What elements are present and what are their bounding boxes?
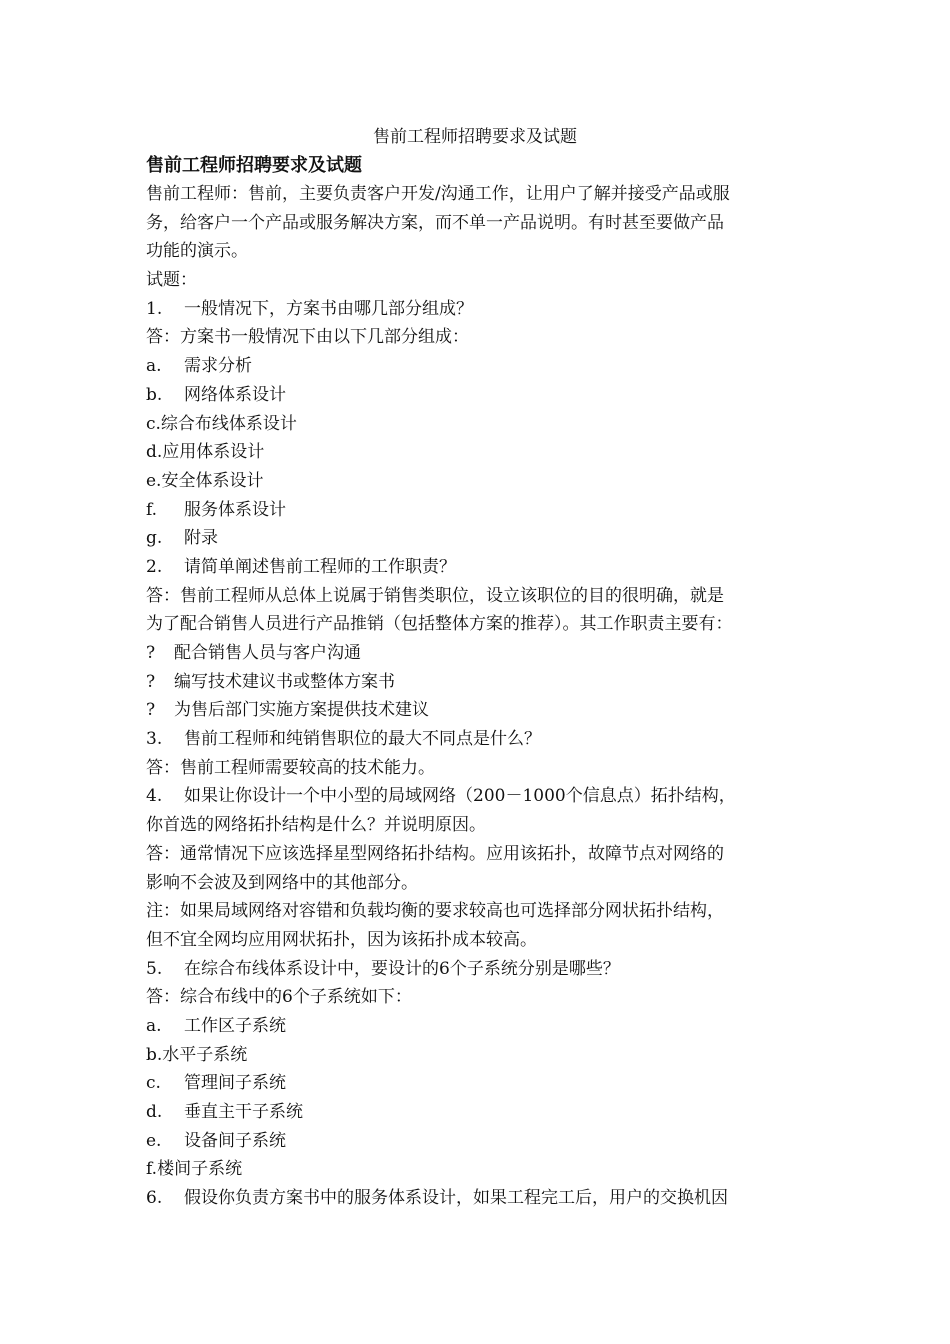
list-marker: a. [146,1015,162,1036]
line-text: 为了配合销售人员进行产品推销（包括整体方案的推荐）。其工作职责主要有： [146,614,733,635]
line-text: 一般情况下，方案书由哪几部分组成？ [184,298,473,319]
text-line [146,524,810,553]
text-line [146,1155,810,1184]
text-line [146,840,810,869]
text-line [146,754,810,783]
line-text: 附录 [184,528,218,549]
line-text: 请简单阐述售前工程师的工作职责？ [184,556,456,577]
line-text: 答：通常情况下应该选择星型网络拓扑结构。应用该拓扑，故障节点对网络的 [146,843,724,864]
line-text: 假设你负责方案书中的服务体系设计，如果工程完工后，用户的交换机因 [184,1188,728,1209]
text-line [146,1127,810,1156]
text-line [146,237,810,266]
line-text: 如果让你设计一个中小型的局域网络（200－1000个信息点）拓扑结构， [184,786,736,807]
list-marker: a. [146,356,162,377]
text-line [146,410,810,439]
line-text: d.应用体系设计 [146,442,265,463]
text-line [146,639,810,668]
list-marker: 6. [146,1188,163,1209]
section-heading: 售前工程师招聘要求及试题 [146,155,362,176]
text-line [146,983,810,1012]
text-line [146,1184,810,1213]
text-line [146,782,810,811]
line-text: b.水平子系统 [146,1044,248,1065]
line-text: 答：售前工程师从总体上说属于销售类职位，设立该职位的目的很明确，就是 [146,585,724,606]
text-line [146,955,810,984]
text-line [146,1041,810,1070]
line-text: 服务体系设计 [184,499,286,520]
bullet-marker: ? [146,700,156,721]
line-text: 务，给客户一个产品或服务解决方案，而不单一产品说明。有时甚至要做产品 [146,212,724,233]
text-line [146,725,810,754]
line-text: 试题： [146,270,197,291]
list-marker: g. [146,528,163,549]
line-text: f.楼间子系统 [146,1159,243,1180]
line-text: 售前工程师和纯销售职位的最大不同点是什么？ [184,729,541,750]
text-line [146,180,810,209]
bullet-marker: ? [146,671,156,692]
text-line [146,610,810,639]
line-text: 售前工程师：售前，主要负责客户开发/沟通工作，让用户了解并接受产品或服 [146,184,730,204]
line-text: 编写技术建议书或整体方案书 [174,671,395,692]
line-text: 工作区子系统 [184,1015,286,1036]
text-lines [146,180,810,1213]
text-line [146,295,810,324]
text-line [146,811,810,840]
line-text: e.安全体系设计 [146,470,264,491]
line-text: 注：如果局域网络对容错和负载均衡的要求较高也可选择部分网状拓扑结构， [146,901,724,922]
list-marker: c. [146,1073,161,1094]
list-marker: d. [146,1102,163,1122]
line-text: 网络体系设计 [184,384,286,405]
bullet-marker: ? [146,643,156,663]
document-title: 售前工程师招聘要求及试题 [373,127,577,147]
text-line [146,582,810,611]
text-line [146,381,810,410]
list-marker: b. [146,384,163,405]
list-marker: 3. [146,729,163,750]
text-line [146,696,810,725]
text-line [146,869,810,898]
line-text: 答：售前工程师需要较高的技术能力。 [146,757,435,778]
list-marker: 5. [146,958,163,979]
text-line [146,1069,810,1098]
line-text: 在综合布线体系设计中，要设计的6个子系统分别是哪些？ [184,958,620,979]
text-line [146,467,810,496]
list-marker: 4. [146,786,163,807]
list-marker: e. [146,1130,162,1151]
list-marker: f. [146,499,158,520]
line-text: 但不宜全网均应用网状拓扑，因为该拓扑成本较高。 [146,929,537,950]
text-line [146,266,810,295]
list-marker: 2. [146,556,163,577]
text-line [146,438,810,467]
line-text: 设备间子系统 [184,1130,286,1151]
line-text: 配合销售人员与客户沟通 [174,643,361,663]
text-line [146,1098,810,1127]
line-text: 影响不会波及到网络中的其他部分。 [146,872,418,893]
line-text: 为售后部门实施方案提供技术建议 [174,700,429,721]
line-text: 你首选的网络拓扑结构是什么？并说明原因。 [146,815,486,836]
line-text: 功能的演示。 [146,241,248,262]
line-text: 答：综合布线中的6个子系统如下： [146,987,412,1008]
line-text: 垂直主干子系统 [184,1102,303,1122]
line-text: 答：方案书一般情况下由以下几部分组成： [146,327,469,348]
text-line [146,1012,810,1041]
text-line [146,668,810,697]
text-line [146,323,810,352]
text-line [146,897,810,926]
document-body [146,152,810,1213]
text-line [146,926,810,955]
line-text: c.综合布线体系设计 [146,413,297,434]
text-line [146,496,810,525]
text-line [146,352,810,381]
text-line [146,209,810,238]
line-text: 管理间子系统 [184,1073,286,1094]
line-text: 需求分析 [184,356,252,377]
text-line [146,553,810,582]
list-marker: 1. [146,298,163,319]
